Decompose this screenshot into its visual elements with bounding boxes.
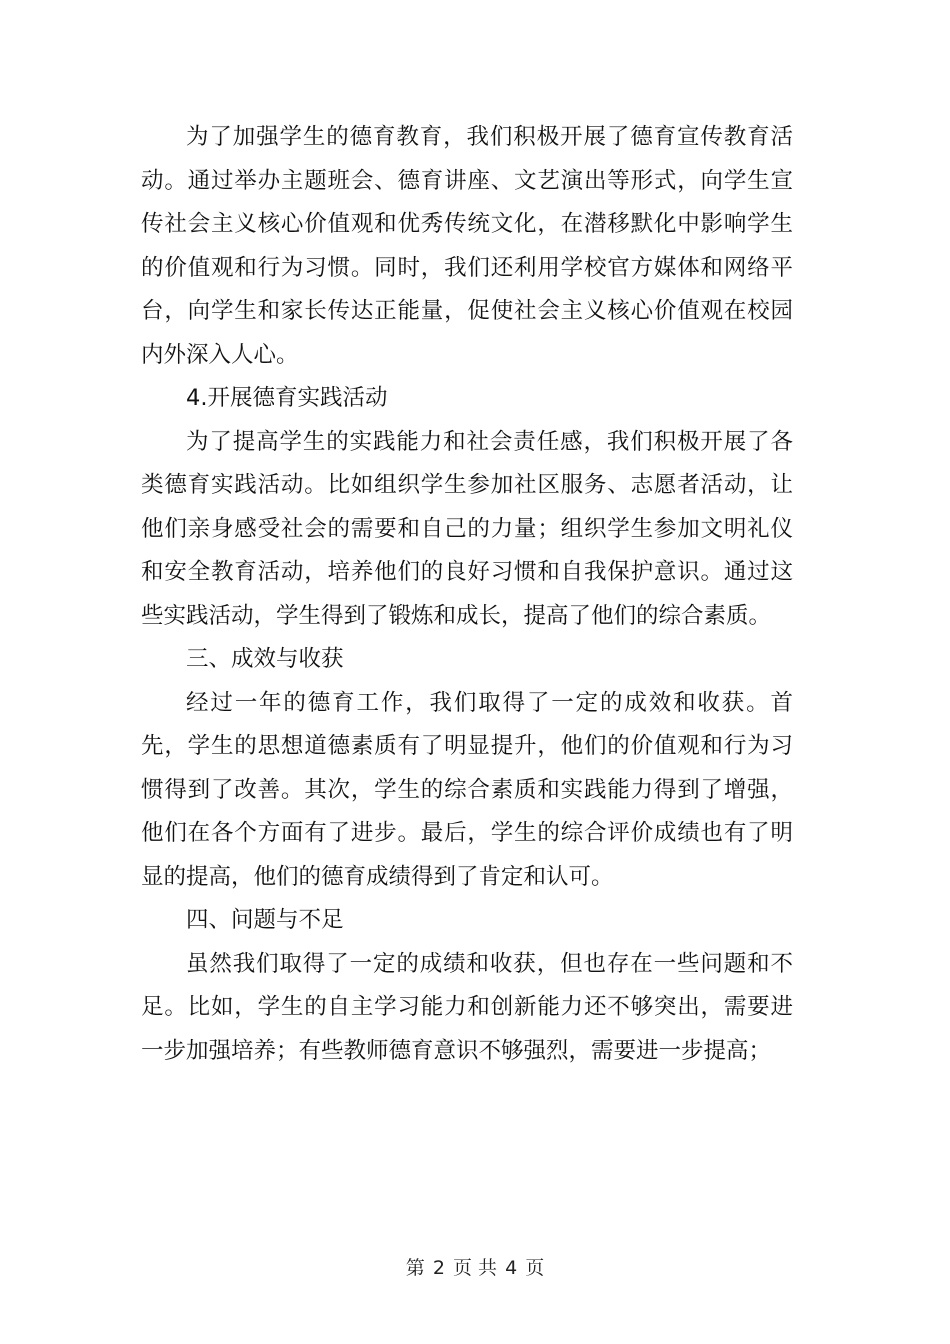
paragraph-practice-activities: 为了提高学生的实践能力和社会责任感，我们积极开展了各类德育实践活动。比如组织学生参加社区服务、志愿者活动，让他们亲身感受社会的需要和自己的力量；组织学生参加文明礼仪和安全教育活动，培养他们的良好习惯和自我保护意识。通过这些实践活动，学生得到了锻炼和成长，提高了他们的综合素质。 [141,428,793,629]
document-body [141,116,793,1073]
paragraph-moral-publicity: 为了加强学生的德育教育，我们积极开展了德育宣传教育活动。通过举办主题班会、德育讲座、文艺演出等形式，向学生宣传社会主义核心价值观和优秀传统文化，在潜移默化中影响学生的价值观和行为习惯。同时，我们还利用学校官方媒体和网络平台，向学生和家长传达正能量，促使社会主义核心价值观在校园内外深入人心。 [141,124,793,368]
footer-page-number: 2 [432,1257,445,1279]
footer-middle: 页 共 [452,1257,498,1279]
paragraph-results: 经过一年的德育工作，我们取得了一定的成效和收获。首先，学生的思想道德素质有了明显提升，他们的价值观和行为习惯得到了改善。其次，学生的综合素质和实践能力得到了增强，他们在各个方面有了进步。最后，学生的综合评价成绩也有了明显的提高，他们的德育成绩得到了肯定和认可。 [141,689,793,890]
footer-total-pages: 4 [505,1257,518,1279]
footer-suffix: 页 [525,1257,545,1279]
footer-prefix: 第 [405,1257,425,1279]
section-heading-problems: 四、问题与不足 [186,907,344,933]
paragraph-problems: 虽然我们取得了一定的成绩和收获，但也存在一些问题和不足。比如，学生的自主学习能力和创新能力还不够突出，需要进一步加强培养；有些教师德育意识不够强烈，需要进一步提高； [141,950,793,1064]
section-heading-practice-activities: 4.开展德育实践活动 [186,385,388,411]
section-heading-results: 三、成效与收获 [186,646,344,672]
page-footer [0,1254,950,1282]
